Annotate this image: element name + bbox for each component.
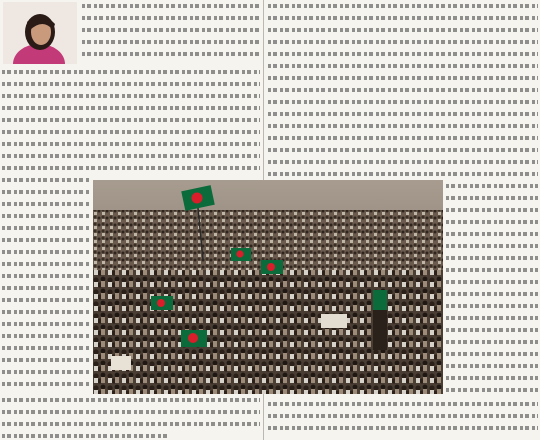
- text-line: [268, 24, 538, 36]
- text-line: [2, 306, 90, 318]
- text-line: [268, 0, 538, 12]
- text-line: [268, 36, 538, 48]
- text-line: [2, 66, 260, 78]
- text-line: [446, 180, 538, 192]
- text-line: [268, 60, 538, 72]
- text-line: [446, 372, 538, 384]
- text-line: [2, 234, 90, 246]
- text-line: [2, 294, 90, 306]
- text-line: [2, 342, 90, 354]
- text-line: [268, 168, 538, 180]
- text-line: [446, 360, 538, 372]
- text-line: [446, 276, 538, 288]
- text-line: [2, 366, 90, 378]
- text-line: [268, 132, 538, 144]
- text-line: [268, 144, 538, 156]
- text-line: [446, 312, 538, 324]
- text-line: [268, 108, 538, 120]
- text-line: [446, 216, 538, 228]
- text-line: [2, 90, 260, 102]
- text-line: [2, 246, 90, 258]
- text-line: [2, 210, 90, 222]
- author-portrait-icon: [3, 2, 77, 64]
- text-line: [446, 204, 538, 216]
- text-line: [2, 162, 260, 174]
- text-line: [2, 222, 90, 234]
- text-line: [2, 150, 260, 162]
- text-line: [446, 264, 538, 276]
- text-line: [2, 138, 260, 150]
- text-line: [2, 430, 260, 440]
- text-line: [2, 174, 90, 186]
- text-line: [2, 282, 90, 294]
- protest-crowd-photo: [93, 180, 443, 394]
- text-line: [2, 330, 90, 342]
- text-line: [446, 348, 538, 360]
- text-line: [2, 114, 260, 126]
- text-line: [268, 120, 538, 132]
- text-line: [268, 84, 538, 96]
- text-line: [2, 270, 90, 282]
- text-line: [268, 410, 538, 422]
- text-line: [2, 198, 90, 210]
- text-line: [2, 318, 90, 330]
- text-line: [268, 12, 538, 24]
- text-line: [446, 228, 538, 240]
- text-line: [2, 406, 260, 418]
- text-line: [268, 72, 538, 84]
- text-line: [82, 24, 260, 36]
- text-line: [2, 418, 260, 430]
- text-line: [82, 0, 260, 12]
- text-line: [2, 258, 90, 270]
- text-line: [82, 12, 260, 24]
- text-line: [446, 300, 538, 312]
- text-line: [446, 324, 538, 336]
- text-line: [2, 186, 90, 198]
- text-line: [2, 394, 260, 406]
- text-line: [2, 126, 260, 138]
- text-line: [446, 240, 538, 252]
- text-line: [268, 96, 538, 108]
- text-line: [446, 192, 538, 204]
- text-line: [446, 288, 538, 300]
- text-line: [446, 384, 538, 396]
- text-line: [268, 48, 538, 60]
- text-line: [2, 78, 260, 90]
- text-line: [82, 36, 260, 48]
- text-line: [2, 354, 90, 366]
- text-line: [2, 378, 90, 390]
- text-line: [268, 156, 538, 168]
- text-line: [2, 102, 260, 114]
- text-line: [446, 336, 538, 348]
- text-line: [268, 398, 538, 410]
- text-line: [446, 252, 538, 264]
- text-line: [82, 48, 260, 60]
- text-line: [268, 422, 538, 434]
